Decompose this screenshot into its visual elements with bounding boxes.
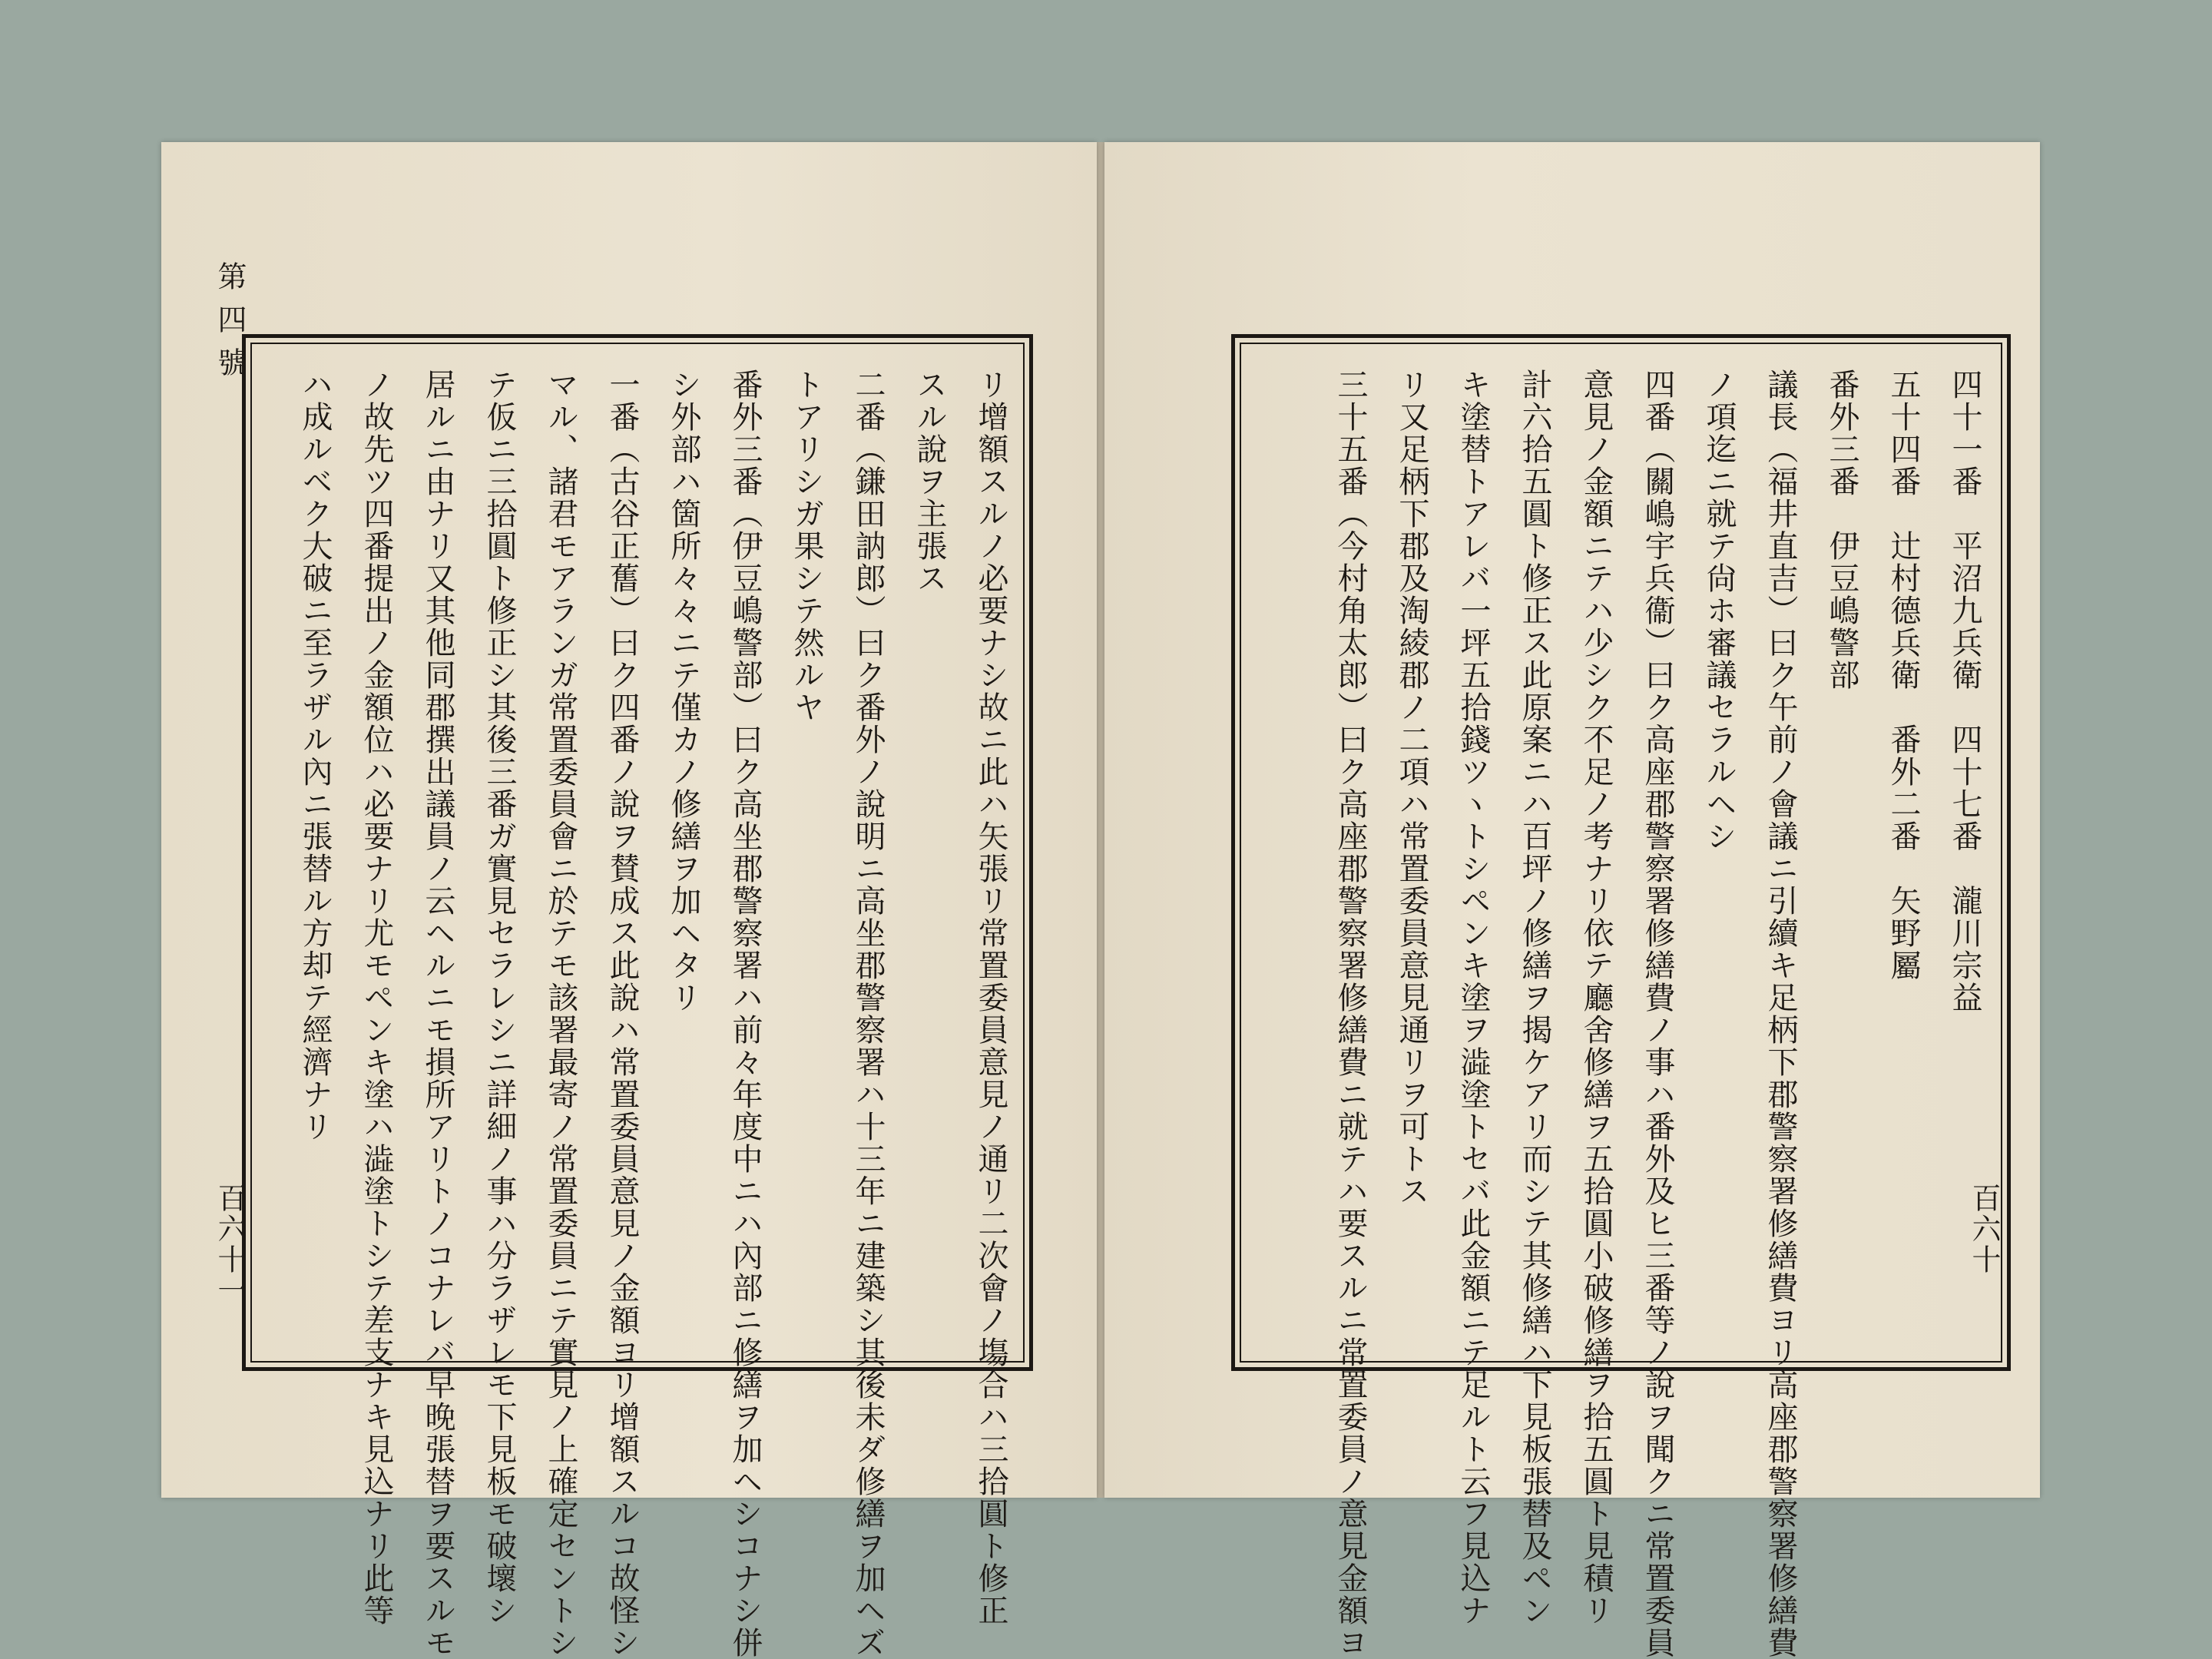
text-line: リ又足柄下郡及淘綾郡ノ二項ハ常置委員意見通リヲ可トス: [1394, 369, 1429, 1207]
text-frame-left: [242, 334, 1033, 1659]
text-line: トアリシガ果シテ然ルヤ: [789, 369, 824, 724]
text-line: ハ成ルベク大破ニ至ラザル內ニ張替ル方却テ經濟ナリ: [297, 369, 333, 1143]
text-line: 居ルニ由ナリ又其他同郡撰出議員ノ云ヘルニモ損所アリトノコナレバ早晚張替ヲ要スルモ: [420, 369, 455, 1659]
text-line: シ外部ハ箇所々々ニテ僅カノ修繕ヲ加ヘタリ: [666, 369, 701, 1014]
right-page: [1104, 142, 2040, 1659]
page-number-161: 百六十一: [213, 1183, 247, 1306]
text-line: 二番（鎌田訥郎）曰ク番外ノ說明ニ高坐郡警察署ハ十三年ニ建築シ其後未ダ修繕ヲ加ヘズ: [850, 369, 886, 1659]
text-line: テ仮ニ三拾圓ト修正シ其後三番ガ實見セラレシニ詳細ノ事ハ分ラザレモ下見板モ破壞シ: [482, 369, 517, 1627]
text-line: ノ故先ツ四番提出ノ金額位ハ必要ナリ尤モペンキ塗ハ澁塗トシテ差支ナキ見込ナリ此等: [359, 369, 394, 1627]
attendee-line: 五十四番 辻村德兵衛 番外二番 矢野屬: [1886, 369, 1921, 982]
text-line: リ增額スルノ必要ナシ故ニ此ハ矢張リ常置委員意見ノ通リ二次會ノ塲合ハ三拾圓ト修正: [973, 369, 1008, 1627]
text-line: 一番（古谷正𦾔）曰ク四番ノ說ヲ賛成ス此說ハ常置委員意見ノ金額ヨリ增額スルコ故怪シ: [604, 369, 640, 1659]
left-page: [161, 142, 1097, 1659]
text-line: 三十五番（今村角太郎）曰ク高座郡警察署修繕費ニ就テハ要スルニ常置委員ノ意見金額ヨ: [1333, 369, 1368, 1659]
text-line: マル、諸君モアランガ常置委員會ニ於テモ該署最寄ノ常置委員ニテ實見ノ上確定セントシ: [543, 369, 578, 1659]
text-frame-right: [1231, 334, 2011, 1659]
text-line: 四番（關嶋宇兵衞）曰ク高座郡警察署修繕費ノ事ハ番外及ヒ三番等ノ說ヲ聞クニ常置委員: [1640, 369, 1675, 1659]
page-number-160: 百六十: [1967, 1183, 2001, 1275]
attendee-line: 番外三番 伊豆嶋警部: [1824, 369, 1859, 691]
text-line: 意見ノ金額ニテハ少シク不足ノ考ナリ依テ廳舍修繕ヲ五拾圓小破修繕ヲ拾五圓ト見積リ: [1578, 369, 1614, 1627]
text-line: 議長（福井直吉）曰ク午前ノ會議ニ引續キ足柄下郡警察署修繕費ヨリ高座郡警察署修繕費: [1763, 369, 1798, 1659]
text-line: 番外三番（伊豆嶋警部）曰ク高坐郡警察署ハ前々年度中ニハ內部ニ修繕ヲ加ヘシコナシ併: [727, 369, 763, 1659]
book-gutter: [1097, 142, 1104, 1498]
attendee-line: 四十一番 平沼九兵衛 四十七番 瀧川宗益: [1947, 369, 1982, 1014]
text-line: 計六拾五圓ト修正ス此原案ニハ百坪ノ修繕ヲ揭ケアリ而シテ其修繕ハ下見板張替及ペン: [1517, 369, 1552, 1627]
issue-number-margin: 第四號: [213, 261, 247, 390]
text-line: ノ項迄ニ就テ尙ホ審議セラルヘシ: [1701, 369, 1737, 853]
text-line: キ塗替トアレバ一坪五拾錢ツヽトシペンキ塗ヲ澁塗トセバ此金額ニテ足ルト云フ見込ナ: [1455, 369, 1491, 1627]
text-line: スル說ヲ主張ス: [912, 369, 947, 594]
